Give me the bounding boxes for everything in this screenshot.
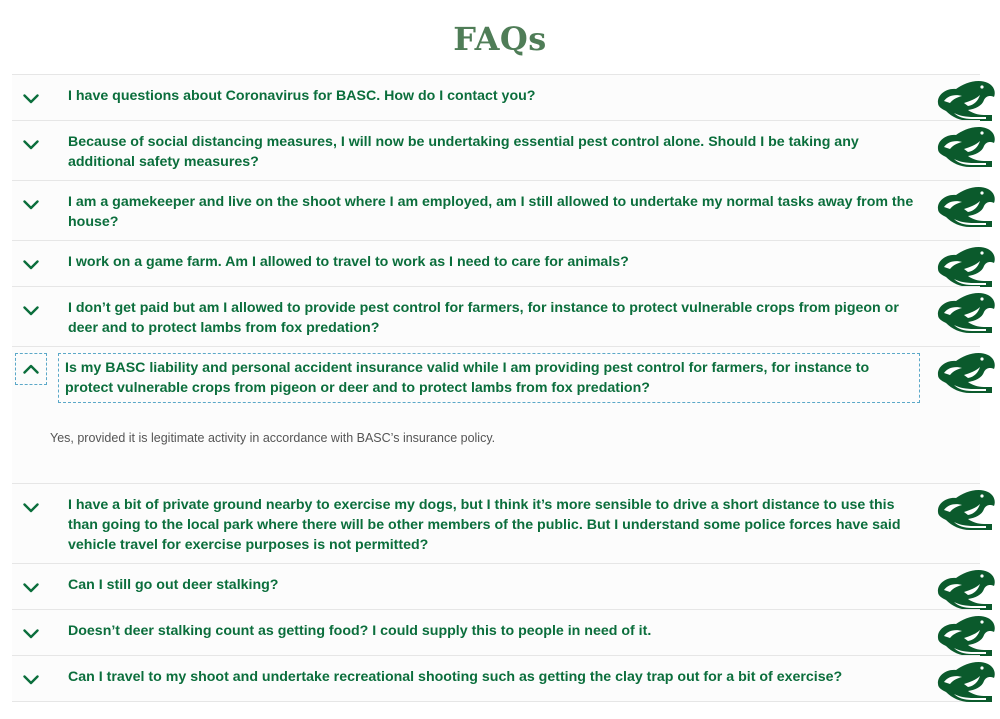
duck-logo-icon: [934, 123, 996, 169]
faq-item: [12, 609, 980, 655]
faq-question-row[interactable]: [12, 347, 980, 411]
faq-item: [12, 563, 980, 609]
faq-question[interactable]: Doesn’t deer stalking count as getting food? I could supply this to people in need of it.: [68, 623, 652, 639]
duck-logo-icon: [934, 77, 996, 123]
faq-accordion: [12, 74, 980, 702]
chevron-down-icon[interactable]: [14, 575, 48, 601]
faq-item: [12, 74, 980, 120]
chevron-down-icon[interactable]: [14, 86, 48, 112]
faq-question-row[interactable]: [12, 484, 980, 563]
faq-answer: Yes, provided it is legitimate activity in accordance with BASC’s insurance policy.: [50, 431, 496, 445]
faq-question[interactable]: I have questions about Coronavirus for BASC. How do I contact you?: [68, 88, 536, 104]
chevron-down-icon[interactable]: [14, 621, 48, 647]
faq-question[interactable]: I am a gamekeeper and live on the shoot where I am employed, am I still allowed to undertake my normal tasks away from the house?: [68, 194, 914, 230]
duck-logo-icon: [934, 243, 996, 289]
duck-logo-icon: [934, 486, 996, 532]
duck-logo-icon: [934, 183, 996, 229]
faq-item: [12, 286, 980, 346]
faq-item: [12, 655, 980, 702]
duck-logo-icon: [934, 349, 996, 395]
faq-question[interactable]: Is my BASC liability and personal accident insurance valid while I am providing pest control for farmers, for instance to protect vulnerable crops from pigeon or deer and to protect lambs from fox predation?: [58, 353, 920, 403]
faq-item: [12, 483, 980, 563]
chevron-down-icon[interactable]: [14, 192, 48, 218]
faq-question-row[interactable]: [12, 610, 980, 655]
duck-logo-icon: [934, 566, 996, 612]
faq-question[interactable]: Because of social distancing measures, I will now be undertaking essential pest control alone. Should I be taking any additional safety measures?: [68, 134, 859, 170]
duck-logo-icon: [934, 289, 996, 335]
faq-question-row[interactable]: [12, 181, 980, 240]
faq-question-row[interactable]: [12, 121, 980, 180]
duck-logo-icon: [934, 658, 996, 704]
faq-item: [12, 240, 980, 286]
page-title: FAQs: [453, 20, 547, 58]
faq-question-row[interactable]: [12, 656, 980, 701]
chevron-down-icon[interactable]: [14, 495, 48, 521]
faq-question[interactable]: I don’t get paid but am I allowed to provide pest control for farmers, for instance to protect vulnerable crops from pigeon or deer and to protect lambs from fox predation?: [68, 300, 899, 336]
chevron-down-icon[interactable]: [14, 667, 48, 693]
faq-question[interactable]: Can I still go out deer stalking?: [68, 577, 279, 593]
chevron-down-icon[interactable]: [14, 298, 48, 324]
faq-question-row[interactable]: [12, 564, 980, 609]
faq-question-row[interactable]: [12, 75, 980, 120]
chevron-up-icon[interactable]: [15, 353, 47, 385]
faq-item: [12, 120, 980, 180]
faq-question[interactable]: Can I travel to my shoot and undertake recreational shooting such as getting the clay trap out for a bit of exercise?: [68, 669, 843, 685]
faq-question[interactable]: I work on a game farm. Am I allowed to travel to work as I need to care for animals?: [68, 254, 629, 270]
faq-item: [12, 180, 980, 240]
duck-logo-icon: [934, 612, 996, 658]
faq-question[interactable]: I have a bit of private ground nearby to exercise my dogs, but I think it’s more sensible to drive a short distance to use this than going to the local park where there will be other members of the public. But I understand some police forces have said vehicle travel for exercise purposes is not permitted?: [68, 497, 901, 553]
faq-item: [12, 346, 980, 483]
chevron-down-icon[interactable]: [14, 252, 48, 278]
faq-question-row[interactable]: [12, 241, 980, 286]
faq-question-row[interactable]: [12, 287, 980, 346]
chevron-down-icon[interactable]: [14, 132, 48, 158]
